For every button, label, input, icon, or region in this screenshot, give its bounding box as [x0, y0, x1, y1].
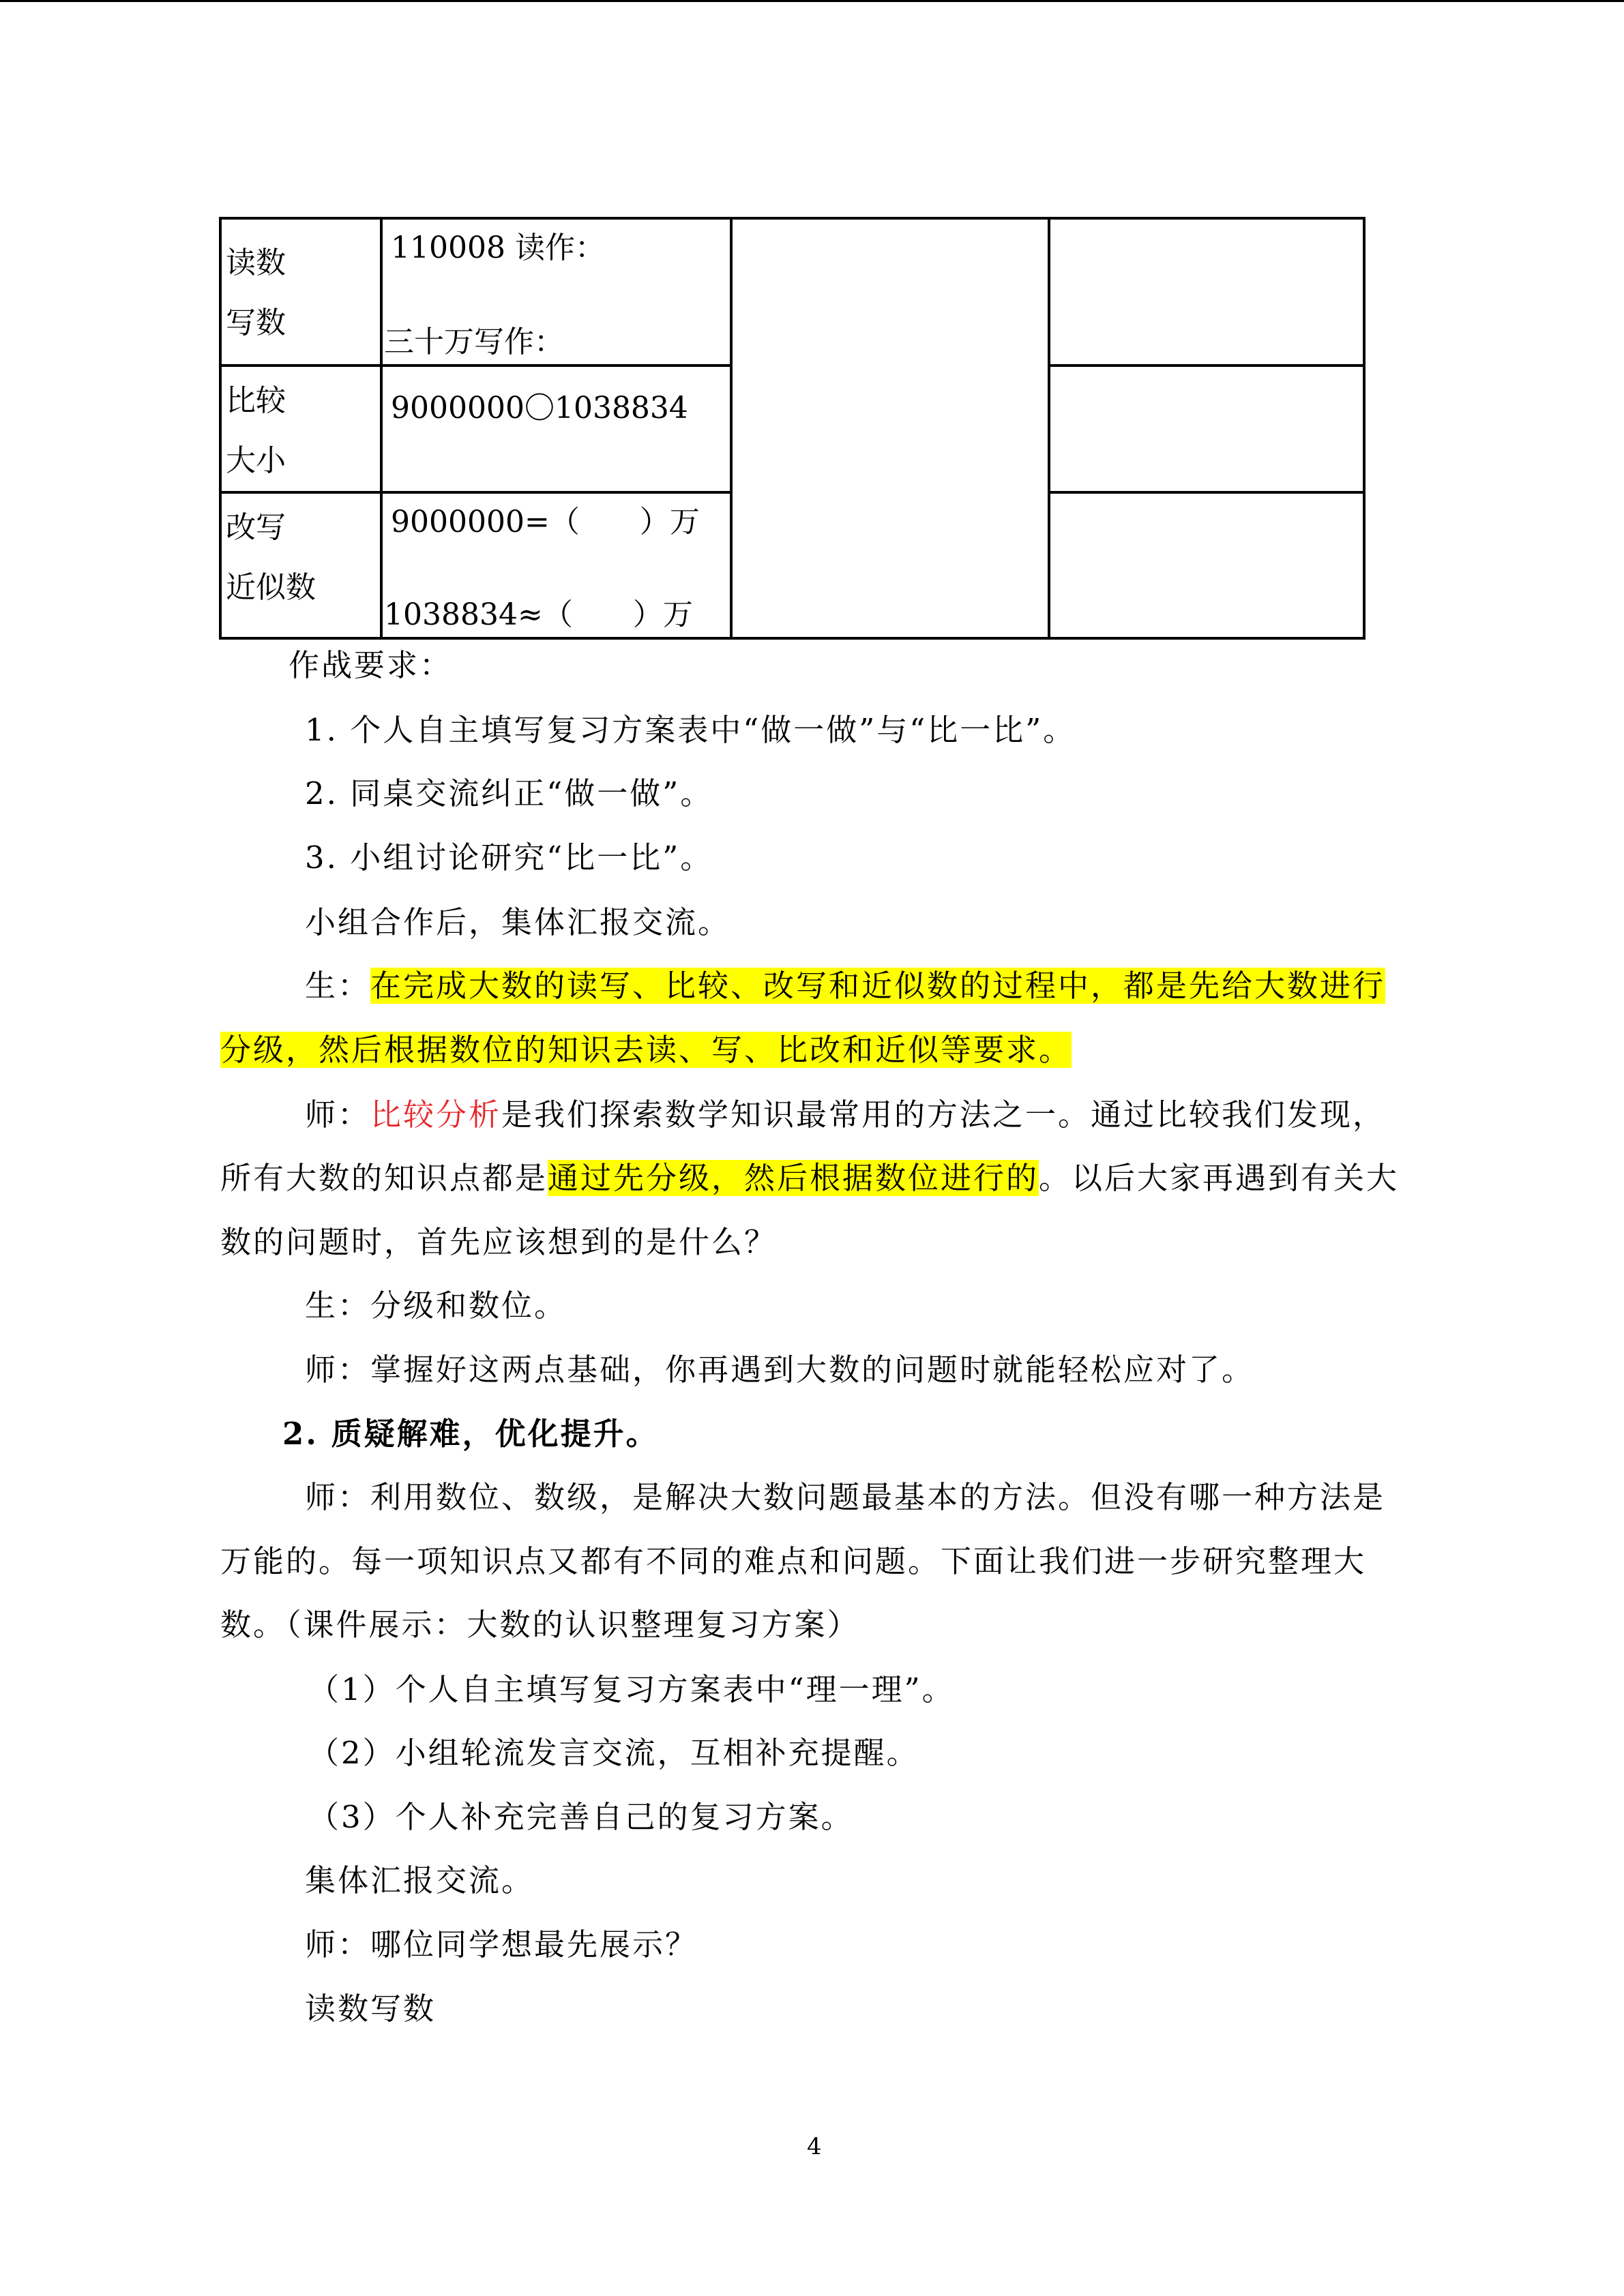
category-label: 大小 [226, 443, 286, 478]
paragraph: 生：分级和数位。 [305, 1287, 567, 1324]
step-item: （2）小组轮流发言交流，互相补充提醒。 [308, 1735, 919, 1771]
paragraph: 师：利用数位、数级，是解决大数问题最基本的方法。但没有哪一种方法是 [305, 1479, 1386, 1515]
exercise-text: 1038834≈（ ）万 [384, 597, 693, 632]
teacher-line1 [305, 1094, 1385, 1135]
page-number: 4 [807, 2133, 822, 2160]
paragraph: 师：哪位同学想最先展示？ [305, 1926, 698, 1963]
section-heading: 2. 质疑解难，优化提升。 [282, 1416, 659, 1452]
red-emphasis-text: 比较分析 [370, 1097, 502, 1133]
paragraph: 师：掌握好这两点基础，你再遇到大数的问题时就能轻松应对了。 [305, 1352, 1255, 1388]
requirement-item: 1. 个人自主填写复习方案表中“做一做”与“比一比”。 [305, 712, 1076, 748]
category-label: 近似数 [226, 570, 316, 605]
top-border-line [0, 0, 1624, 2]
exercise-cell [381, 218, 731, 366]
exercise-text: 110008 读作： [391, 230, 605, 265]
blank-merged-cell [731, 218, 1049, 638]
category-label: 改写 [226, 510, 286, 545]
highlighted-text: 分级，然后根据数位的知识去读、写、比改和近似等要求。 [220, 1032, 1072, 1068]
category-label: 读数 [226, 245, 286, 280]
speaker-label: 师： [305, 1097, 371, 1133]
category-cell [220, 492, 381, 638]
paragraph-text: 。以后大家再遇到有关大 [1039, 1160, 1400, 1196]
category-cell [220, 366, 381, 492]
paragraph-text: 是我们探索数学知识最常用的方法之一。通过比较我们发现， [501, 1097, 1386, 1133]
category-label: 比较 [226, 383, 286, 418]
requirement-item: 2. 同桌交流纠正“做一做”。 [305, 775, 713, 811]
paragraph: 数。（课件展示：大数的认识整理复习方案） [220, 1607, 860, 1643]
teacher-line3: 数的问题时，首先应该想到的是什么？ [220, 1224, 778, 1260]
highlighted-text: 通过先分级，然后根据数位进行的 [548, 1160, 1039, 1196]
student-answer-line1 [305, 966, 1385, 1007]
speaker-label: 生： [305, 968, 371, 1004]
highlighted-text: 在完成大数的读写、比较、改写和近似数的过程中，都是先给大数进行 [370, 968, 1386, 1004]
exercise-cell [381, 366, 731, 492]
table-row-read-write [220, 218, 1364, 366]
review-plan-table [219, 217, 1365, 640]
paragraph: 集体汇报交流。 [305, 1862, 535, 1898]
task-requirements-heading: 作战要求： [289, 647, 453, 683]
paragraph: 小组合作后，集体汇报交流。 [305, 904, 731, 940]
exercise-text: 三十万写作： [384, 325, 564, 359]
paragraph-text: 所有大数的知识点都是 [220, 1160, 548, 1196]
blank-cell [1049, 366, 1364, 492]
step-item: （3）个人补充完善自己的复习方案。 [308, 1799, 854, 1835]
blank-cell [1049, 492, 1364, 638]
step-item: （1）个人自主填写复习方案表中“理一理”。 [308, 1671, 955, 1708]
student-answer-line2 [220, 1030, 1072, 1071]
paragraph: 读数写数 [305, 1991, 437, 2027]
blank-cell [1049, 218, 1364, 366]
exercise-text: 9000000〇1038834 [391, 391, 688, 426]
category-cell [220, 218, 381, 366]
paragraph: 万能的。每一项知识点又都有不同的难点和问题。下面让我们进一步研究整理大 [220, 1543, 1367, 1579]
teacher-line2 [220, 1158, 1399, 1199]
category-label: 写数 [226, 305, 286, 340]
exercise-cell [381, 492, 731, 638]
exercise-text: 9000000=（ ）万 [391, 505, 700, 539]
requirement-item: 3. 小组讨论研究“比一比”。 [305, 839, 713, 876]
